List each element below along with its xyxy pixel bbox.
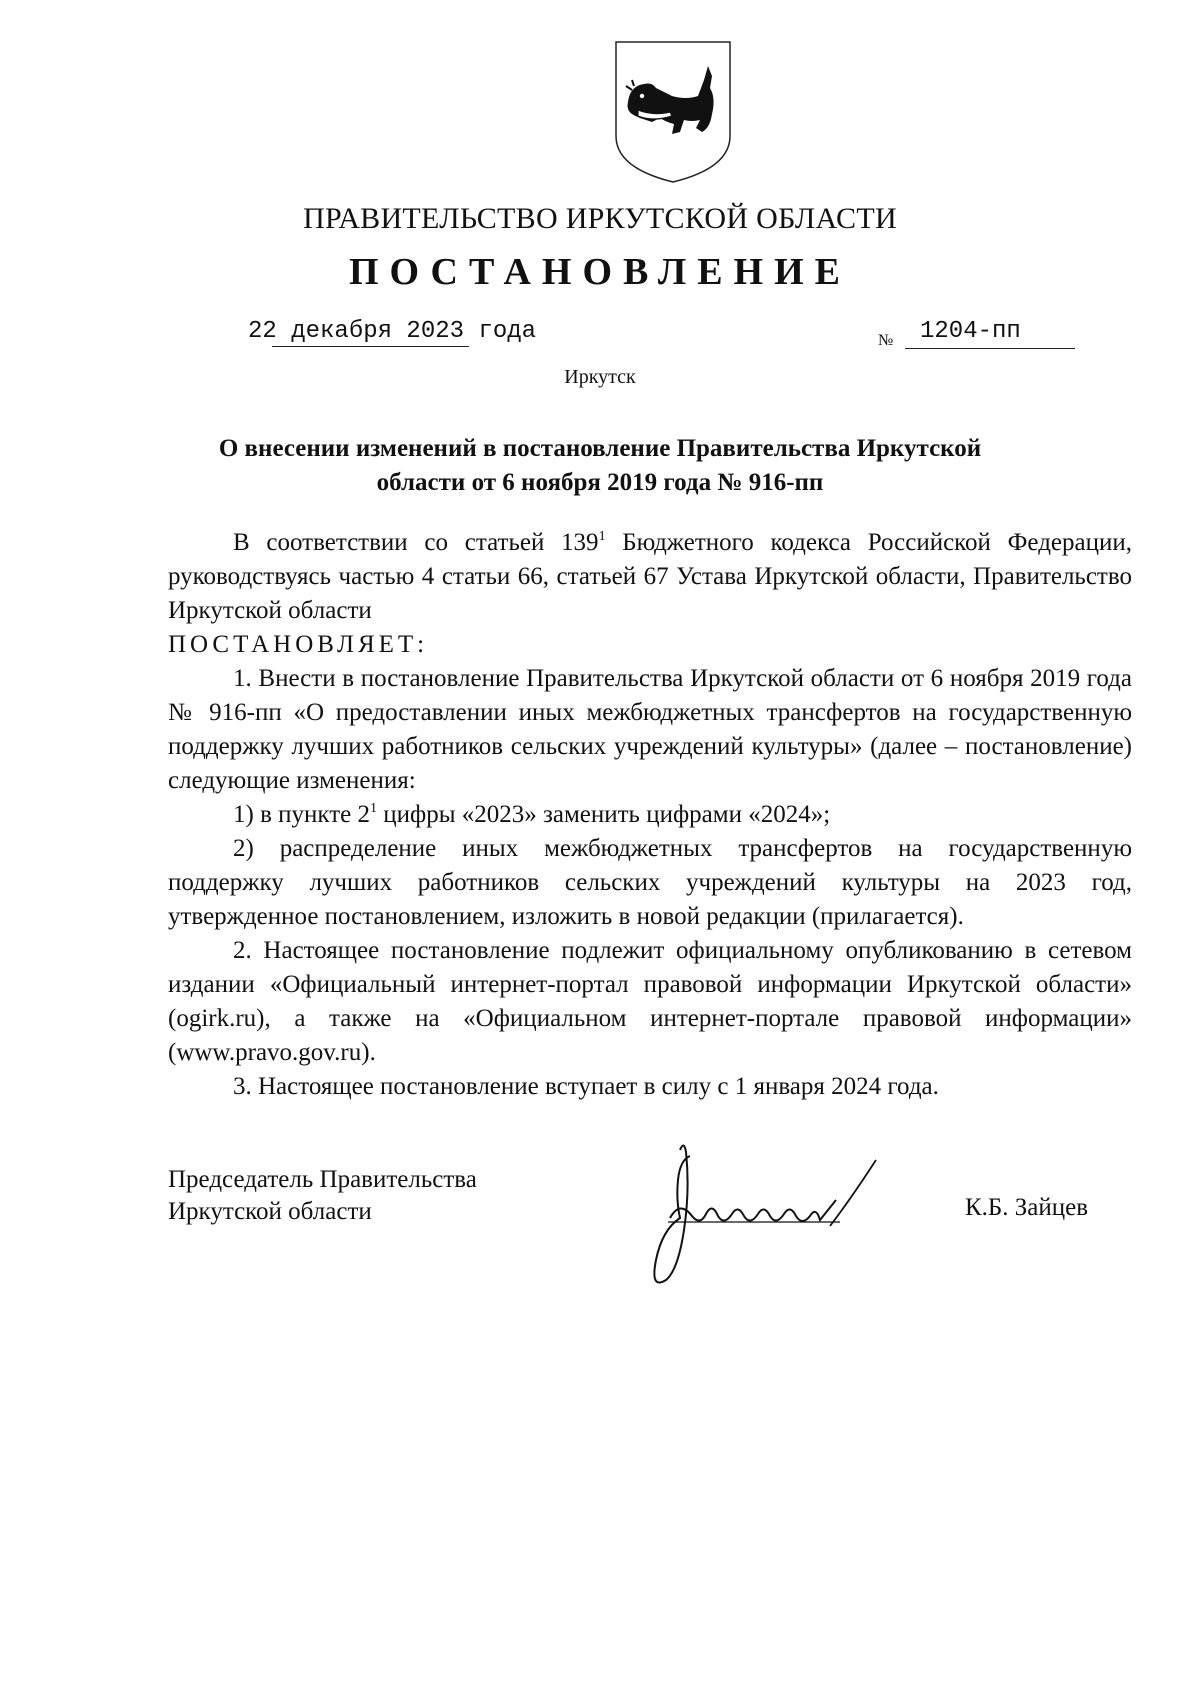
preamble (168, 526, 1132, 628)
preamble-text: В соответствии со статьей 139 (233, 529, 599, 556)
item-1-1 (168, 798, 1132, 832)
item-1: 1. Внести в постановление Правительства Иркутской области от 6 ноября 2019 года № 916-пп «О предоставлении иных межбюджетных трансфертов на государственную поддержку лучших работников сельских учреждений культуры» (далее – постановление) следующие изменения: (168, 665, 1132, 794)
handwritten-signature (640, 1130, 930, 1295)
city: Иркутск (564, 366, 636, 388)
signatory-name: К.Б. Зайцев (965, 1194, 1089, 1221)
signatory-title (168, 1164, 477, 1228)
item-1-1-superscript: 1 (369, 801, 377, 816)
document-number: 1204-пп (920, 318, 1021, 345)
preamble-superscript: 1 (598, 529, 606, 544)
preamble-text-cont: Бюджетного кодекса Российской Федерации, руководствуясь частью 4 статьи 66, статьей 67 Устава Иркутской области, Правительство Иркутской области (168, 529, 1132, 624)
government-name: ПРАВИТЕЛЬСТВО ИРКУТСКОЙ ОБЛАСТИ (303, 202, 897, 235)
item-3: 3. Настоящее постановление вступает в силу с 1 января 2024 года. (233, 1073, 939, 1100)
item-2: 2. Настоящее постановление подлежит официальному опубликованию в сетевом издании «Официальный интернет-портал правовой информации Иркутской области» (ogirk.ru), а также на «Официальном интернет-портале правовой информации» (www.pravo.gov.ru). (168, 937, 1132, 1066)
number-sign: № (878, 332, 894, 349)
signatory-title-line-2: Иркутской области (168, 1198, 372, 1225)
document-body (168, 526, 1132, 1104)
document-title (0, 432, 1200, 500)
document-date: 22 декабря 2023 года (248, 318, 537, 345)
item-1-1-text-cont: цифры «2023» заменить цифрами «2024»; (376, 801, 831, 828)
document-type: ПОСТАНОВЛЕНИЕ (348, 251, 852, 293)
title-line-1: О внесении изменений в постановление Правительства Иркутской (218, 435, 982, 462)
coat-of-arms-icon (612, 40, 734, 184)
title-line-2: области от 6 ноября 2019 года № 916-пп (376, 469, 824, 496)
item-1-2: 2) распределение иных межбюджетных трансфертов на государственную поддержку лучших работников сельских учреждений культуры на 2023 год, утвержденное постановлением, изложить в новой редакции (прилагается). (168, 835, 1132, 930)
date-underline (272, 346, 469, 347)
item-1-1-text: 1) в пункте 2 (233, 801, 370, 828)
signatory-title-line-1: Председатель Правительства (168, 1166, 477, 1193)
decrees-heading: ПОСТАНОВЛЯЕТ: (168, 631, 429, 658)
number-underline (905, 348, 1075, 349)
